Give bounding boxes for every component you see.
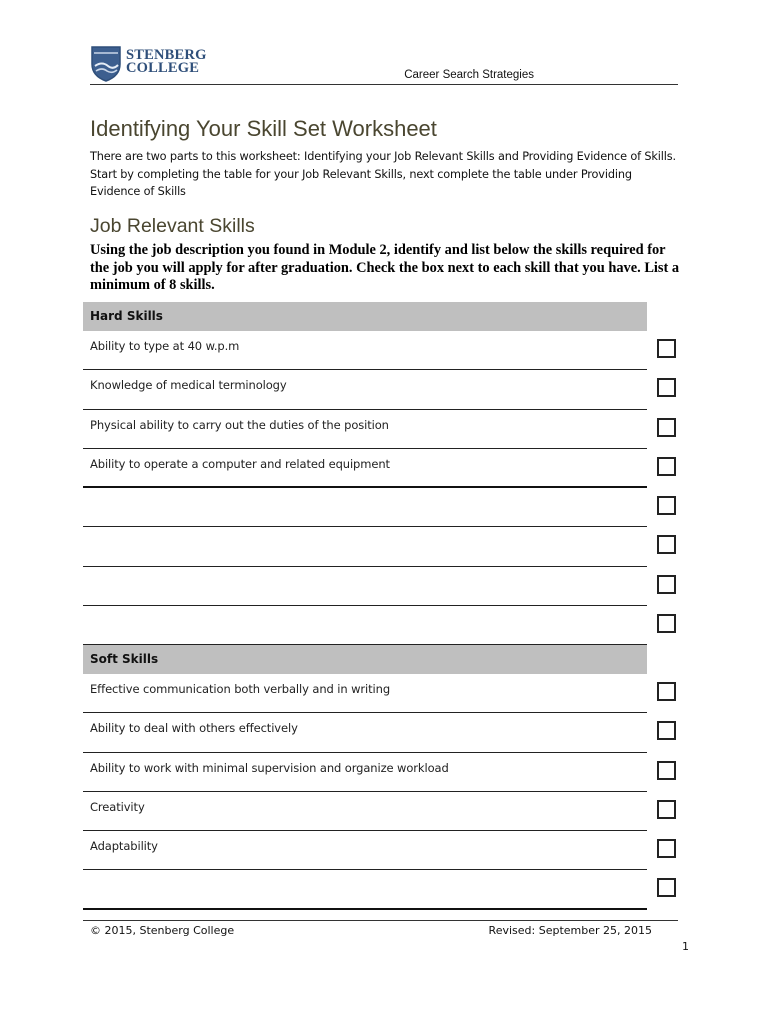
skill-text[interactable]: Ability to deal with others effectively: [90, 721, 298, 736]
page-number: 1: [682, 940, 689, 953]
table-row: [83, 870, 647, 909]
table-row: [83, 792, 647, 831]
page-footer: [83, 920, 678, 941]
skill-checkbox[interactable]: [657, 339, 676, 358]
skill-text[interactable]: Ability to type at 40 w.p.m: [90, 339, 240, 353]
table-row: [83, 713, 647, 752]
skill-text[interactable]: Physical ability to carry out the duties of the position: [90, 417, 389, 432]
instructions: Using the job description you found in Module 2, identify and list below the skills required for the job you will apply for after graduation. Check the box next to each skill that you have. List a minimum of 8 skills.: [90, 242, 680, 294]
table-row: [83, 753, 647, 792]
page-header: [90, 42, 678, 85]
skill-checkbox[interactable]: [657, 721, 676, 740]
skill-text[interactable]: Creativity: [90, 799, 145, 814]
soft-skills-heading: Soft Skills: [83, 645, 647, 674]
skill-checkbox[interactable]: [657, 839, 676, 858]
skill-checkbox[interactable]: [657, 800, 676, 819]
skill-text[interactable]: Adaptability: [90, 839, 158, 854]
table-row: [83, 831, 647, 870]
page-title: Identifying Your Skill Set Worksheet: [90, 116, 437, 141]
table-row: [83, 410, 647, 449]
skill-checkbox[interactable]: [657, 457, 676, 476]
table-row: [83, 567, 647, 606]
skill-checkbox[interactable]: [657, 535, 676, 554]
table-row: [83, 488, 647, 527]
table-row: [83, 449, 647, 488]
skill-checkbox[interactable]: [657, 614, 676, 633]
skill-text[interactable]: Ability to work with minimal supervision and organize workload: [90, 760, 449, 775]
skill-checkbox[interactable]: [657, 682, 676, 701]
skill-text[interactable]: Effective communication both verbally and in writing: [90, 682, 391, 696]
skill-checkbox[interactable]: [657, 575, 676, 594]
skill-checkbox[interactable]: [657, 878, 676, 897]
revised-date: Revised: September 25, 2015: [488, 924, 652, 937]
table-row: [83, 606, 647, 645]
logo-line-2: COLLEGE: [126, 60, 200, 76]
soft-skills-table: [83, 645, 647, 910]
course-name: Career Search Strategies: [404, 69, 534, 81]
table-row: [83, 370, 647, 409]
skill-checkbox[interactable]: [657, 761, 676, 780]
copyright-text: © 2015, Stenberg College: [90, 924, 235, 937]
college-logo: [90, 44, 207, 82]
hard-skills-table: [83, 302, 647, 645]
logo-line-1: STENBERG: [126, 47, 207, 63]
skill-checkbox[interactable]: [657, 378, 676, 397]
skill-text[interactable]: Knowledge of medical terminology: [90, 378, 287, 393]
skill-checkbox[interactable]: [657, 418, 676, 437]
shield-icon: [90, 44, 122, 82]
table-row: [83, 527, 647, 566]
section-title: Job Relevant Skills: [90, 215, 255, 237]
skill-checkbox[interactable]: [657, 496, 676, 515]
skill-text[interactable]: Ability to operate a computer and related equipment: [90, 456, 390, 471]
hard-skills-heading: Hard Skills: [83, 302, 647, 331]
intro-paragraph: There are two parts to this worksheet: Identifying your Job Relevant Skills and Providing Evidence of Skills. Start by completing the table for your Job Relevant Skills, next complete the table under Providing Evidence of Skills: [90, 150, 676, 198]
table-row: [83, 331, 647, 370]
table-row: [83, 674, 647, 713]
